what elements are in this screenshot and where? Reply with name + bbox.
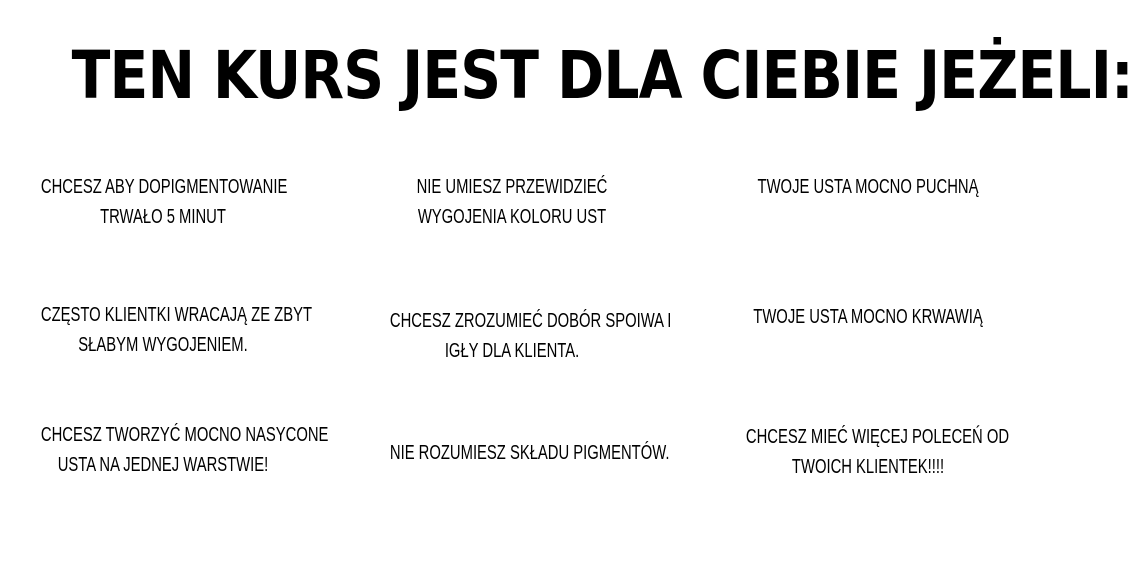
reason-line: SŁABYM WYGOJENIEM. xyxy=(78,334,248,356)
reason-item-7 xyxy=(40,420,329,480)
reason-line: CHCESZ MIEĆ WIĘCEJ POLECEŃ OD xyxy=(745,426,1010,448)
reason-item-3 xyxy=(746,172,990,202)
reason-line: WYGOJENIA KOLORU UST xyxy=(417,206,607,228)
reason-line: USTA NA JEDNEJ WARSTWIE! xyxy=(57,454,269,476)
reason-line: NIE UMIESZ PRZEWIDZIEĆ xyxy=(416,176,608,198)
reason-line: CHCESZ ABY DOPIGMENTOWANIE xyxy=(40,176,288,198)
reason-item-9 xyxy=(745,422,1010,482)
reason-item-2 xyxy=(390,172,634,232)
reason-line: TWOICH KLIENTEK!!!! xyxy=(791,456,945,478)
reason-item-1 xyxy=(40,172,288,232)
reason-line: CHCESZ TWORZYĆ MOCNO NASYCONE xyxy=(40,424,329,446)
reason-item-5 xyxy=(389,306,672,366)
reason-line: IGŁY DLA KLIENTA. xyxy=(444,340,580,362)
page-title: TEN KURS JEST DLA CIEBIE JEŻELI: xyxy=(71,37,1133,114)
reason-line: CZĘSTO KLIENTKI WRACAJĄ ZE ZBYT xyxy=(40,304,313,326)
reason-line: TWOJE USTA MOCNO KRWAWIĄ xyxy=(753,306,983,328)
reason-item-4 xyxy=(40,300,313,360)
reason-line: TWOJE USTA MOCNO PUCHNĄ xyxy=(757,176,979,198)
reason-item-8 xyxy=(389,438,670,468)
reason-item-6 xyxy=(746,302,990,332)
reason-line: CHCESZ ZROZUMIEĆ DOBÓR SPOIWA I xyxy=(389,310,672,332)
reason-line: TRWAŁO 5 MINUT xyxy=(100,206,226,228)
reason-line: NIE ROZUMIESZ SKŁADU PIGMENTÓW. xyxy=(389,442,670,464)
